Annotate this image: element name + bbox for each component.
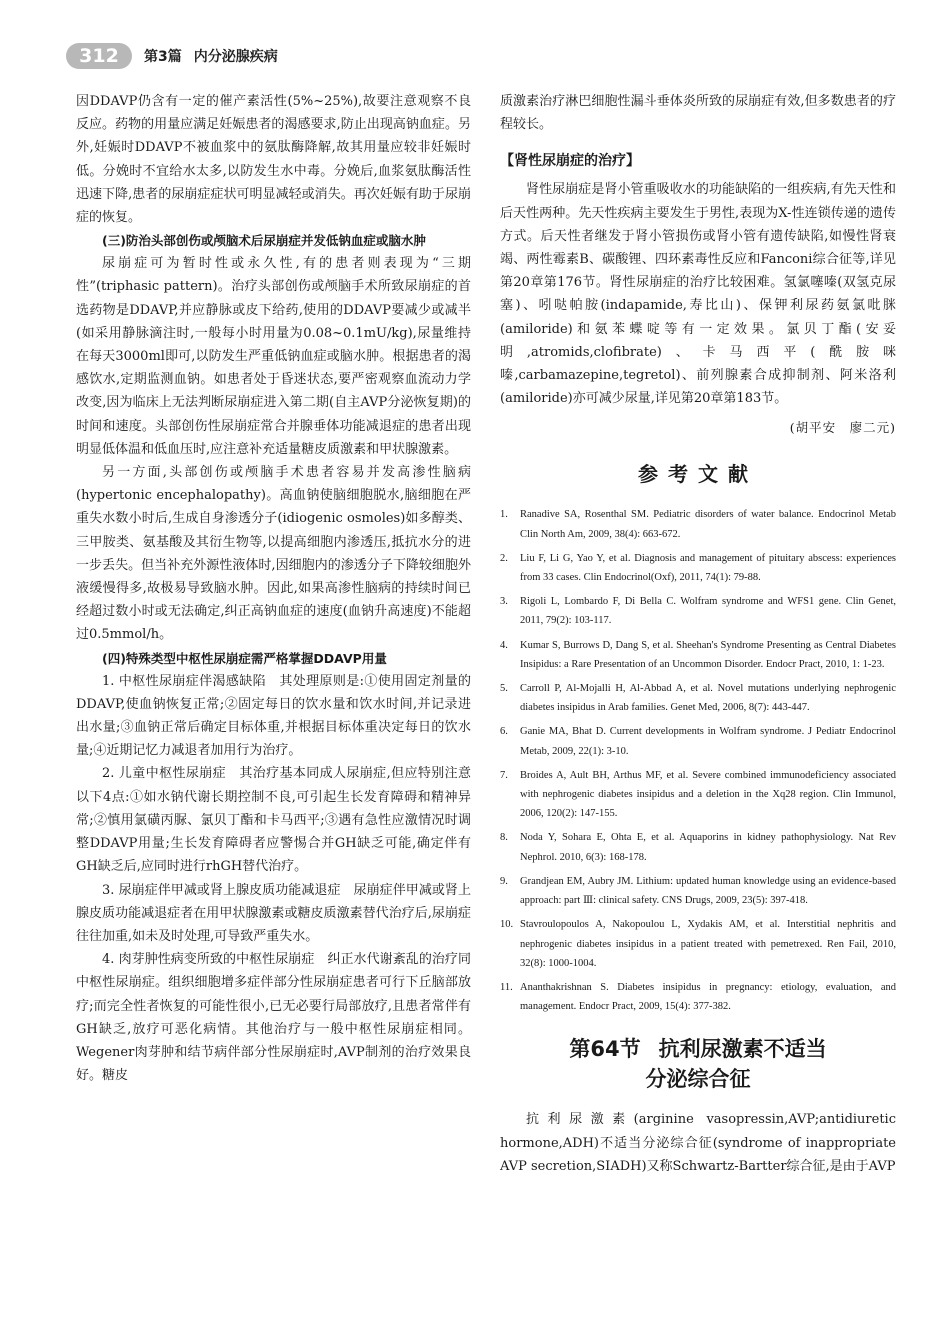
reference-number: 7. [500,769,508,781]
reference-number: 3. [500,596,508,608]
reference-item [500,636,896,674]
author-signature: (胡平安 廖二元) [789,420,896,436]
reference-number: 11. [500,981,513,993]
reference-item [500,679,896,717]
reference-item [500,722,896,760]
paragraph: 肾性尿崩症是肾小管重吸收水的功能缺陷的一组疾病,有先天性和后天性两种。先天性疾病主要发生于男性,表现为X-性连锁传递的遗传方式。后天性者继发于肾小管损伤或肾小管有遗传缺陷,如慢性肾衰竭、两性霉素B、碳酸锂、四环素毒性反应和Fanconi综合征等,详见第20章第176节。肾性尿崩症的治疗比较困难。氢氯噻嗪(双氢克尿塞)、吲哒帕胺(indapamide,寿比山)、保钾利尿药氨氯吡脒(amiloride)和氨苯蝶啶等有一定效果。氯贝丁酯(安妥明,atromids,clofibrate)、卡马西平(酰胺咪嗪,carbamazepine,tegretol)、前列腺素合成抑制剂、阿米洛利(amiloride)亦可减少尿量,详见第20章第183节。 [500,182,896,407]
paragraph: 2. 儿童中枢性尿崩症 其治疗基本同成人尿崩症,但应特别注意以下4点:①如水钠代谢长期控制不良,可引起生长发育障碍和精神异常;②慎用氯磺丙脲、氯贝丁酯和卡马西平;③遇有急性应激情况时调整DDAVP用量;生长发育障碍者应警惕合并GH缺乏可能,确定伴有GH缺乏后,应同时进行rhGH替代治疗。 [76,766,471,875]
section-title-line1: 抗利尿激素不适当 [658,1037,827,1062]
reference-text: Carroll P, Al-Mojalli H, Al-Abbad A, et al. Novel mutations underlying nephrogenic diabetes insipidus in Arab families. Genet Med, 2006, 8(7): 443-447. [520,683,896,714]
page-header [66,42,278,70]
running-head [144,46,278,66]
paragraph: 4. 肉芽肿性病变所致的中枢性尿崩症 纠正水代谢紊乱的治疗同中枢性尿崩症。组织细胞增多症伴部分性尿崩症患者可行下丘脑部放疗;而完全性者恢复的可能性很小,已无必要行局部放疗,且患者常伴有GH缺乏,放疗可恶化病情。其他治疗与一般中枢性尿崩症相同。Wegener肉芽肿和结节病伴部分性尿崩症时,AVP制剂的治疗效果良好。糖皮 [76,952,471,1084]
reference-number: 8. [500,832,508,844]
section-heading: 【肾性尿崩症的治疗】 [500,153,640,170]
references-list [500,505,896,1016]
reference-item [500,828,896,866]
reference-item [500,872,896,910]
reference-number: 1. [500,509,508,521]
reference-text: Liu F, Li G, Yao Y, et al. Diagnosis and management of pituitary abscess: experiences from 33 cases. Clin Endocrinol(Oxf), 2011, 74(1): 79-88. [520,552,896,584]
reference-text: Rigoli L, Lombardo F, Di Bella C. Wolfram syndrome and WFS1 gene. Clin Genet, 2011, 79(2): 103-117. [520,596,896,627]
section-number: 第64节 [569,1037,641,1062]
part-title: 内分泌腺疾病 [193,49,278,65]
right-column [500,90,896,1178]
reference-item [500,592,896,630]
reference-number: 5. [500,683,508,695]
paragraph: 抗利尿激素(arginine vasopressin,AVP;antidiuretic hormone,ADH)不适当分泌综合征(syndrome of inappropriate AVP secretion,SIADH)又称Schwartz-Bartter综合征,是由于AVP [500,1112,896,1174]
reference-number: 6. [500,726,508,738]
reference-number: 2. [500,552,508,564]
reference-number: 10. [500,919,514,931]
section-title [500,1034,896,1094]
page-number: 312 [66,43,132,69]
subsection-heading: (三)防治头部创伤或颅脑术后尿崩症并发低钠血症或脑水肿 [102,233,426,249]
reference-item [500,978,896,1016]
paragraph: 另一方面,头部创伤或颅脑手术患者容易并发高渗性脑病(hypertonic encephalopathy)。高血钠使脑细胞脱水,脑细胞在严重失水数小时后,生成自身渗透分子(idiogenic osmoles)如多醇类、三甲胺类、氨基酸及其衍生物等,以提高细胞内渗透压,抵抗水分的进一步丢失。但当补充外源性液体时,因细胞内的渗透分子下降较细胞外液缓慢得多,故极易导致脑水肿。因此,如果高渗性脑病的持续时间已经超过数小时或无法确定,纠正高钠血症的速度(血钠升高速度)不能超过0.5mmol/h。 [76,465,471,643]
reference-item [500,549,896,587]
paragraph: 3. 尿崩症伴甲减或肾上腺皮质功能减退症 尿崩症伴甲减或肾上腺皮质功能减退症者在用甲状腺激素或糖皮质激素替代治疗后,尿崩症往往加重,如未及时处理,可导致严重失水。 [76,882,471,944]
reference-text: Grandjean EM, Aubry JM. Lithium: updated human knowledge using an evidence-based approach: part Ⅲ: clinical safety. CNS Drugs, 2009, 23(5): 397-418. [520,875,896,907]
paragraph: 因DDAVP仍含有一定的催产素活性(5%~25%),故要注意观察不良反应。药物的用量应满足妊娠患者的渴感要求,防止出现高钠血症。另外,妊娠时DDAVP不被血浆中的氨肽酶降解,故其用量应较非妊娠时低。分娩时不宜给水太多,以防发生水中毒。分娩后,血浆氨肽酶活性迅速下降,患者的尿崩症症状可明显减轻或消失。再次妊娠有助于尿崩症的恢复。 [76,94,471,226]
reference-item [500,505,896,543]
reference-number: 4. [500,639,508,651]
reference-number: 9. [500,875,508,887]
reference-text: Ganie MA, Bhat D. Current developments in Wolfram syndrome. J Pediatr Endocrinol Metab, 2009, 22(1): 3-10. [520,726,896,757]
paragraph: 1. 中枢性尿崩症伴渴感缺陷 其处理原则是:①使用固定剂量的DDAVP,使血钠恢复正常;②固定每日的饮水量和饮水时间,并记录进出水量;③血钠正常后确定目标体重,并根据目标体重决定每日的饮水量;④近期记忆力减退者加用行为治疗。 [76,673,471,759]
reference-text: Ranadive SA, Rosenthal SM. Pediatric disorders of water balance. Endocrinol Metab Clin North Am, 2009, 38(4): 663-672. [520,509,896,540]
reference-item [500,766,896,824]
subsection-heading: (四)特殊类型中枢性尿崩症需严格掌握DDAVP用量 [102,650,387,666]
part-label: 第3篇 [144,49,182,65]
paragraph: 尿崩症可为暂时性或永久性,有的患者则表现为“三期性”(triphasic pattern)。治疗头部创伤或颅脑手术所致尿崩症的首选药物是DDAVP,并应静脉或皮下给药,使用的DDAVP要减少或减半(如采用静脉滴注时,一般每小时用量为0.08~0.1mU/kg),尿量维持在每天3000ml即可,以防发生严重低钠血症或脑水肿。根据患者的渴感饮水,定期监测血钠。如患者处于昏迷状态,要严密观察血流动力学改变,因为临床上无法判断尿崩症进入第二期(自主AVP分泌恢复期)的时间和速度。头部创伤性尿崩症常合并腺垂体功能减退症的患者出现明显低体温和低血压时,应注意补充适量糖皮质激素和甲状腺激素。 [76,256,471,457]
reference-text: Broides A, Ault BH, Arthus MF, et al. Severe combined immunodeficiency associated with nephrogenic diabetes insipidus and a deletion in the Xq28 region. Clin Immunol, 2006, 120(2): 147-155. [520,769,896,820]
paragraph: 质激素治疗淋巴细胞性漏斗垂体炎所致的尿崩症有效,但多数患者的疗程较长。 [500,94,896,133]
reference-text: Ananthakrishnan S. Diabetes insipidus in pregnancy: etiology, evaluation, and management. Endocr Pract, 2009, 15(4): 377-382. [520,981,896,1013]
left-column [76,90,471,1087]
reference-text: Stavroulopoulos A, Nakopoulou L, Xydakis AM, et al. Interstitial nephritis and nephrogenic diabetes insipidus in a patient treated with pemetrexed. Ren Fail, 2010, 32(8): 1000-1004. [520,919,896,969]
reference-item [500,915,896,973]
reference-text: Kumar S, Burrows D, Dang S, et al. Sheehan's Syndrome Presenting as Central Diabetes Insipidus: a Rare Presentation of an Uncommon Disorder. Endocr Pract, 2010, 1: 1-23. [520,639,896,670]
references-title: 参考文献 [638,462,758,487]
section-title-line2: 分泌综合征 [645,1067,751,1092]
reference-text: Noda Y, Sohara E, Ohta E, et al. Aquaporins in kidney pathophysiology. Nat Rev Nephrol. 2010, 6(3): 168-178. [520,832,896,863]
